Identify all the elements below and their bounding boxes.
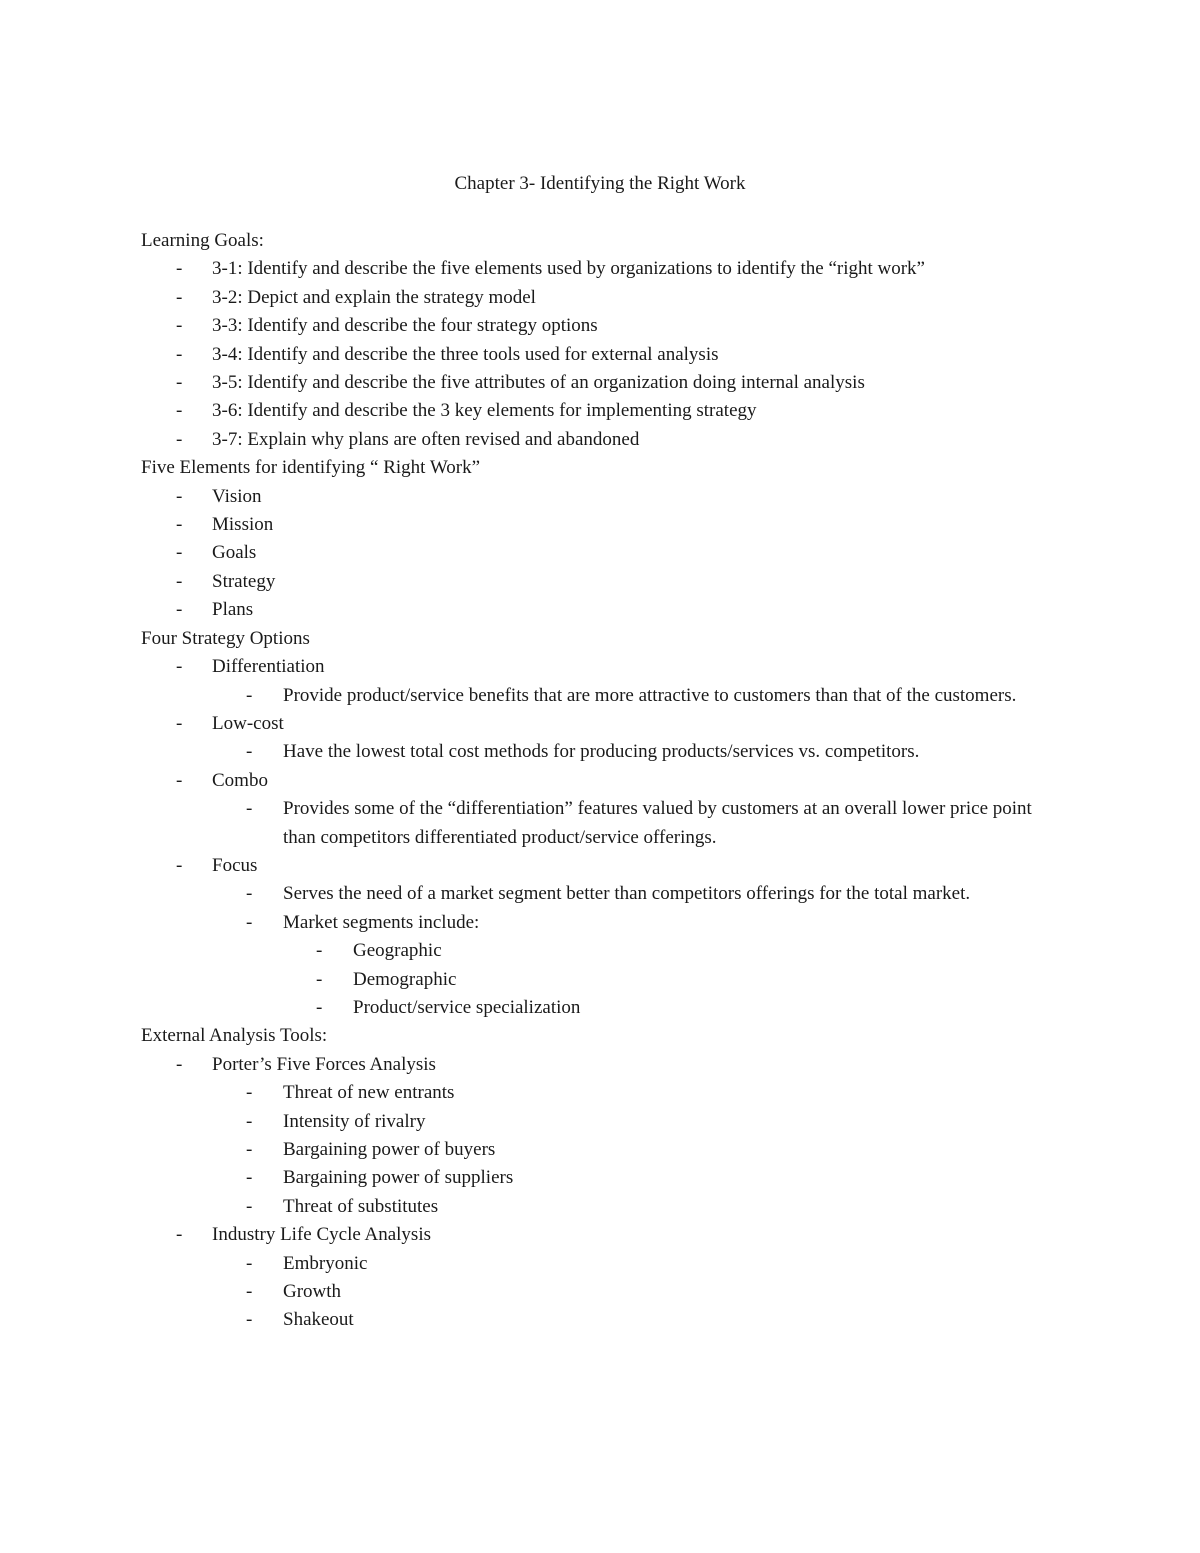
bullet-dash: - — [246, 1110, 253, 1132]
list-item — [141, 710, 1061, 738]
bullet-dash: - — [316, 996, 323, 1018]
force-text: Threat of substitutes — [283, 1195, 439, 1217]
bullet-dash: - — [176, 372, 183, 394]
strategy-label: Combo — [212, 769, 268, 791]
learning-goal-text: 3-3: Identify and describe the four strategy options — [212, 315, 598, 337]
list-item — [141, 994, 1061, 1022]
list-item — [141, 511, 1061, 539]
bullet-dash: - — [176, 1224, 183, 1246]
strategy-label: Differentiation — [212, 656, 325, 678]
bullet-dash: - — [246, 1195, 253, 1217]
strategy-detail: Provides some of the “differentiation” features valued by customers at an overall lower price point than competitors differentiated product/service offerings. — [283, 798, 1032, 848]
list-item — [141, 1051, 1061, 1079]
stage-text: Growth — [283, 1281, 342, 1303]
market-segments-list — [141, 937, 1061, 1022]
bullet-dash: - — [246, 911, 253, 933]
bullet-dash: - — [176, 542, 183, 564]
external-tools-heading: External Analysis Tools: — [141, 1025, 328, 1047]
bullet-dash: - — [176, 400, 183, 422]
strategy-label: Focus — [212, 854, 258, 876]
list-item — [141, 653, 1061, 681]
list-item — [141, 1250, 1061, 1278]
list-item — [141, 596, 1061, 624]
list-item — [141, 1108, 1061, 1136]
bullet-dash: - — [176, 315, 183, 337]
list-item — [141, 795, 1061, 852]
learning-goal-text: 3-6: Identify and describe the 3 key elements for implementing strategy — [212, 400, 757, 422]
segment-text: Product/service specialization — [353, 996, 581, 1018]
list-item — [141, 682, 1061, 710]
five-elements-heading: Five Elements for identifying “ Right Work” — [141, 457, 481, 479]
bullet-dash: - — [176, 712, 183, 734]
element-text: Strategy — [212, 570, 276, 592]
learning-goal-text: 3-2: Depict and explain the strategy model — [212, 286, 536, 308]
list-item — [141, 1193, 1061, 1221]
strategy-label: Low-cost — [212, 712, 284, 734]
bullet-dash: - — [246, 1167, 253, 1189]
bullet-dash: - — [176, 258, 183, 280]
force-text: Bargaining power of suppliers — [283, 1167, 514, 1189]
segment-text: Geographic — [353, 940, 442, 962]
list-item — [141, 341, 1061, 369]
element-text: Plans — [212, 599, 254, 621]
bullet-dash: - — [246, 684, 253, 706]
life-cycle-stages-list — [141, 1250, 1061, 1335]
tool-label: Porter’s Five Forces Analysis — [212, 1053, 436, 1075]
market-segments-label: Market segments include: — [283, 911, 480, 933]
bullet-dash: - — [246, 1082, 253, 1104]
strategy-detail-list — [141, 880, 1061, 937]
list-item — [141, 937, 1061, 965]
bullet-dash: - — [246, 1309, 253, 1331]
force-text: Bargaining power of buyers — [283, 1139, 496, 1160]
bullet-dash: - — [246, 741, 253, 763]
bullet-dash: - — [176, 570, 183, 592]
list-item — [141, 1306, 1061, 1334]
list-item — [141, 312, 1061, 340]
list-item — [141, 767, 1061, 795]
bullet-dash: - — [246, 1139, 253, 1160]
list-item — [141, 397, 1061, 425]
list-item — [141, 1164, 1061, 1192]
list-item — [141, 880, 1061, 908]
list-item — [141, 426, 1061, 454]
bullet-dash: - — [176, 769, 183, 791]
strategy-options-list — [141, 852, 1061, 880]
element-text: Vision — [212, 485, 262, 507]
bullet-dash: - — [316, 968, 323, 990]
bullet-dash: - — [246, 798, 253, 820]
list-item — [141, 1221, 1061, 1249]
list-item — [141, 568, 1061, 596]
list-item — [141, 1136, 1061, 1164]
list-item — [141, 852, 1061, 880]
bullet-dash: - — [176, 656, 183, 678]
bullet-dash: - — [176, 1053, 183, 1075]
strategy-options-list — [141, 767, 1061, 795]
strategy-detail-list — [141, 795, 1061, 852]
bullet-dash: - — [246, 883, 253, 905]
list-item — [141, 539, 1061, 567]
bullet-dash: - — [176, 599, 183, 621]
document-body — [141, 227, 1061, 1335]
learning-goal-text: 3-7: Explain why plans are often revised and abandoned — [212, 428, 640, 450]
list-item — [141, 1079, 1061, 1107]
bullet-dash: - — [176, 343, 183, 365]
learning-goal-text: 3-4: Identify and describe the three tools used for external analysis — [212, 343, 719, 365]
list-item — [141, 1278, 1061, 1306]
strategy-detail-list — [141, 682, 1061, 710]
bullet-dash: - — [176, 514, 183, 536]
bullet-dash: - — [246, 1281, 253, 1303]
list-item — [141, 483, 1061, 511]
segment-text: Demographic — [353, 968, 457, 990]
strategy-detail-list — [141, 738, 1061, 766]
five-elements-list — [141, 483, 1061, 625]
bullet-dash: - — [246, 1252, 253, 1274]
force-text: Intensity of rivalry — [283, 1110, 426, 1132]
stage-text: Embryonic — [283, 1252, 368, 1274]
bullet-dash: - — [176, 854, 183, 876]
strategy-options-heading: Four Strategy Options — [141, 627, 310, 649]
external-tools-list — [141, 1221, 1061, 1249]
page-title: Chapter 3- Identifying the Right Work — [454, 173, 746, 194]
list-item — [141, 909, 1061, 937]
learning-goals-heading: Learning Goals: — [141, 230, 264, 251]
strategy-options-list — [141, 710, 1061, 738]
list-item — [141, 255, 1061, 283]
list-item — [141, 966, 1061, 994]
strategy-detail: Have the lowest total cost methods for producing products/services vs. competitors. — [283, 741, 920, 763]
bullet-dash: - — [176, 428, 183, 450]
strategy-options-list — [141, 653, 1061, 681]
list-item — [141, 738, 1061, 766]
bullet-dash: - — [316, 940, 323, 962]
stage-text: Shakeout — [283, 1309, 354, 1331]
external-tools-list — [141, 1051, 1061, 1079]
strategy-detail: Serves the need of a market segment better than competitors offerings for the total market. — [283, 883, 971, 905]
force-text: Threat of new entrants — [283, 1082, 455, 1104]
porter-forces-list — [141, 1079, 1061, 1221]
element-text: Goals — [212, 542, 257, 564]
bullet-dash: - — [176, 485, 183, 507]
element-text: Mission — [212, 514, 274, 536]
list-item — [141, 284, 1061, 312]
learning-goals-list — [141, 255, 1061, 454]
tool-label: Industry Life Cycle Analysis — [212, 1224, 431, 1246]
list-item — [141, 369, 1061, 397]
bullet-dash: - — [176, 286, 183, 308]
learning-goal-text: 3-5: Identify and describe the five attributes of an organization doing internal analysis — [212, 372, 865, 394]
learning-goal-text: 3-1: Identify and describe the five elements used by organizations to identify the “right work” — [212, 258, 925, 280]
strategy-detail: Provide product/service benefits that are more attractive to customers than that of the customers. — [283, 684, 1017, 706]
